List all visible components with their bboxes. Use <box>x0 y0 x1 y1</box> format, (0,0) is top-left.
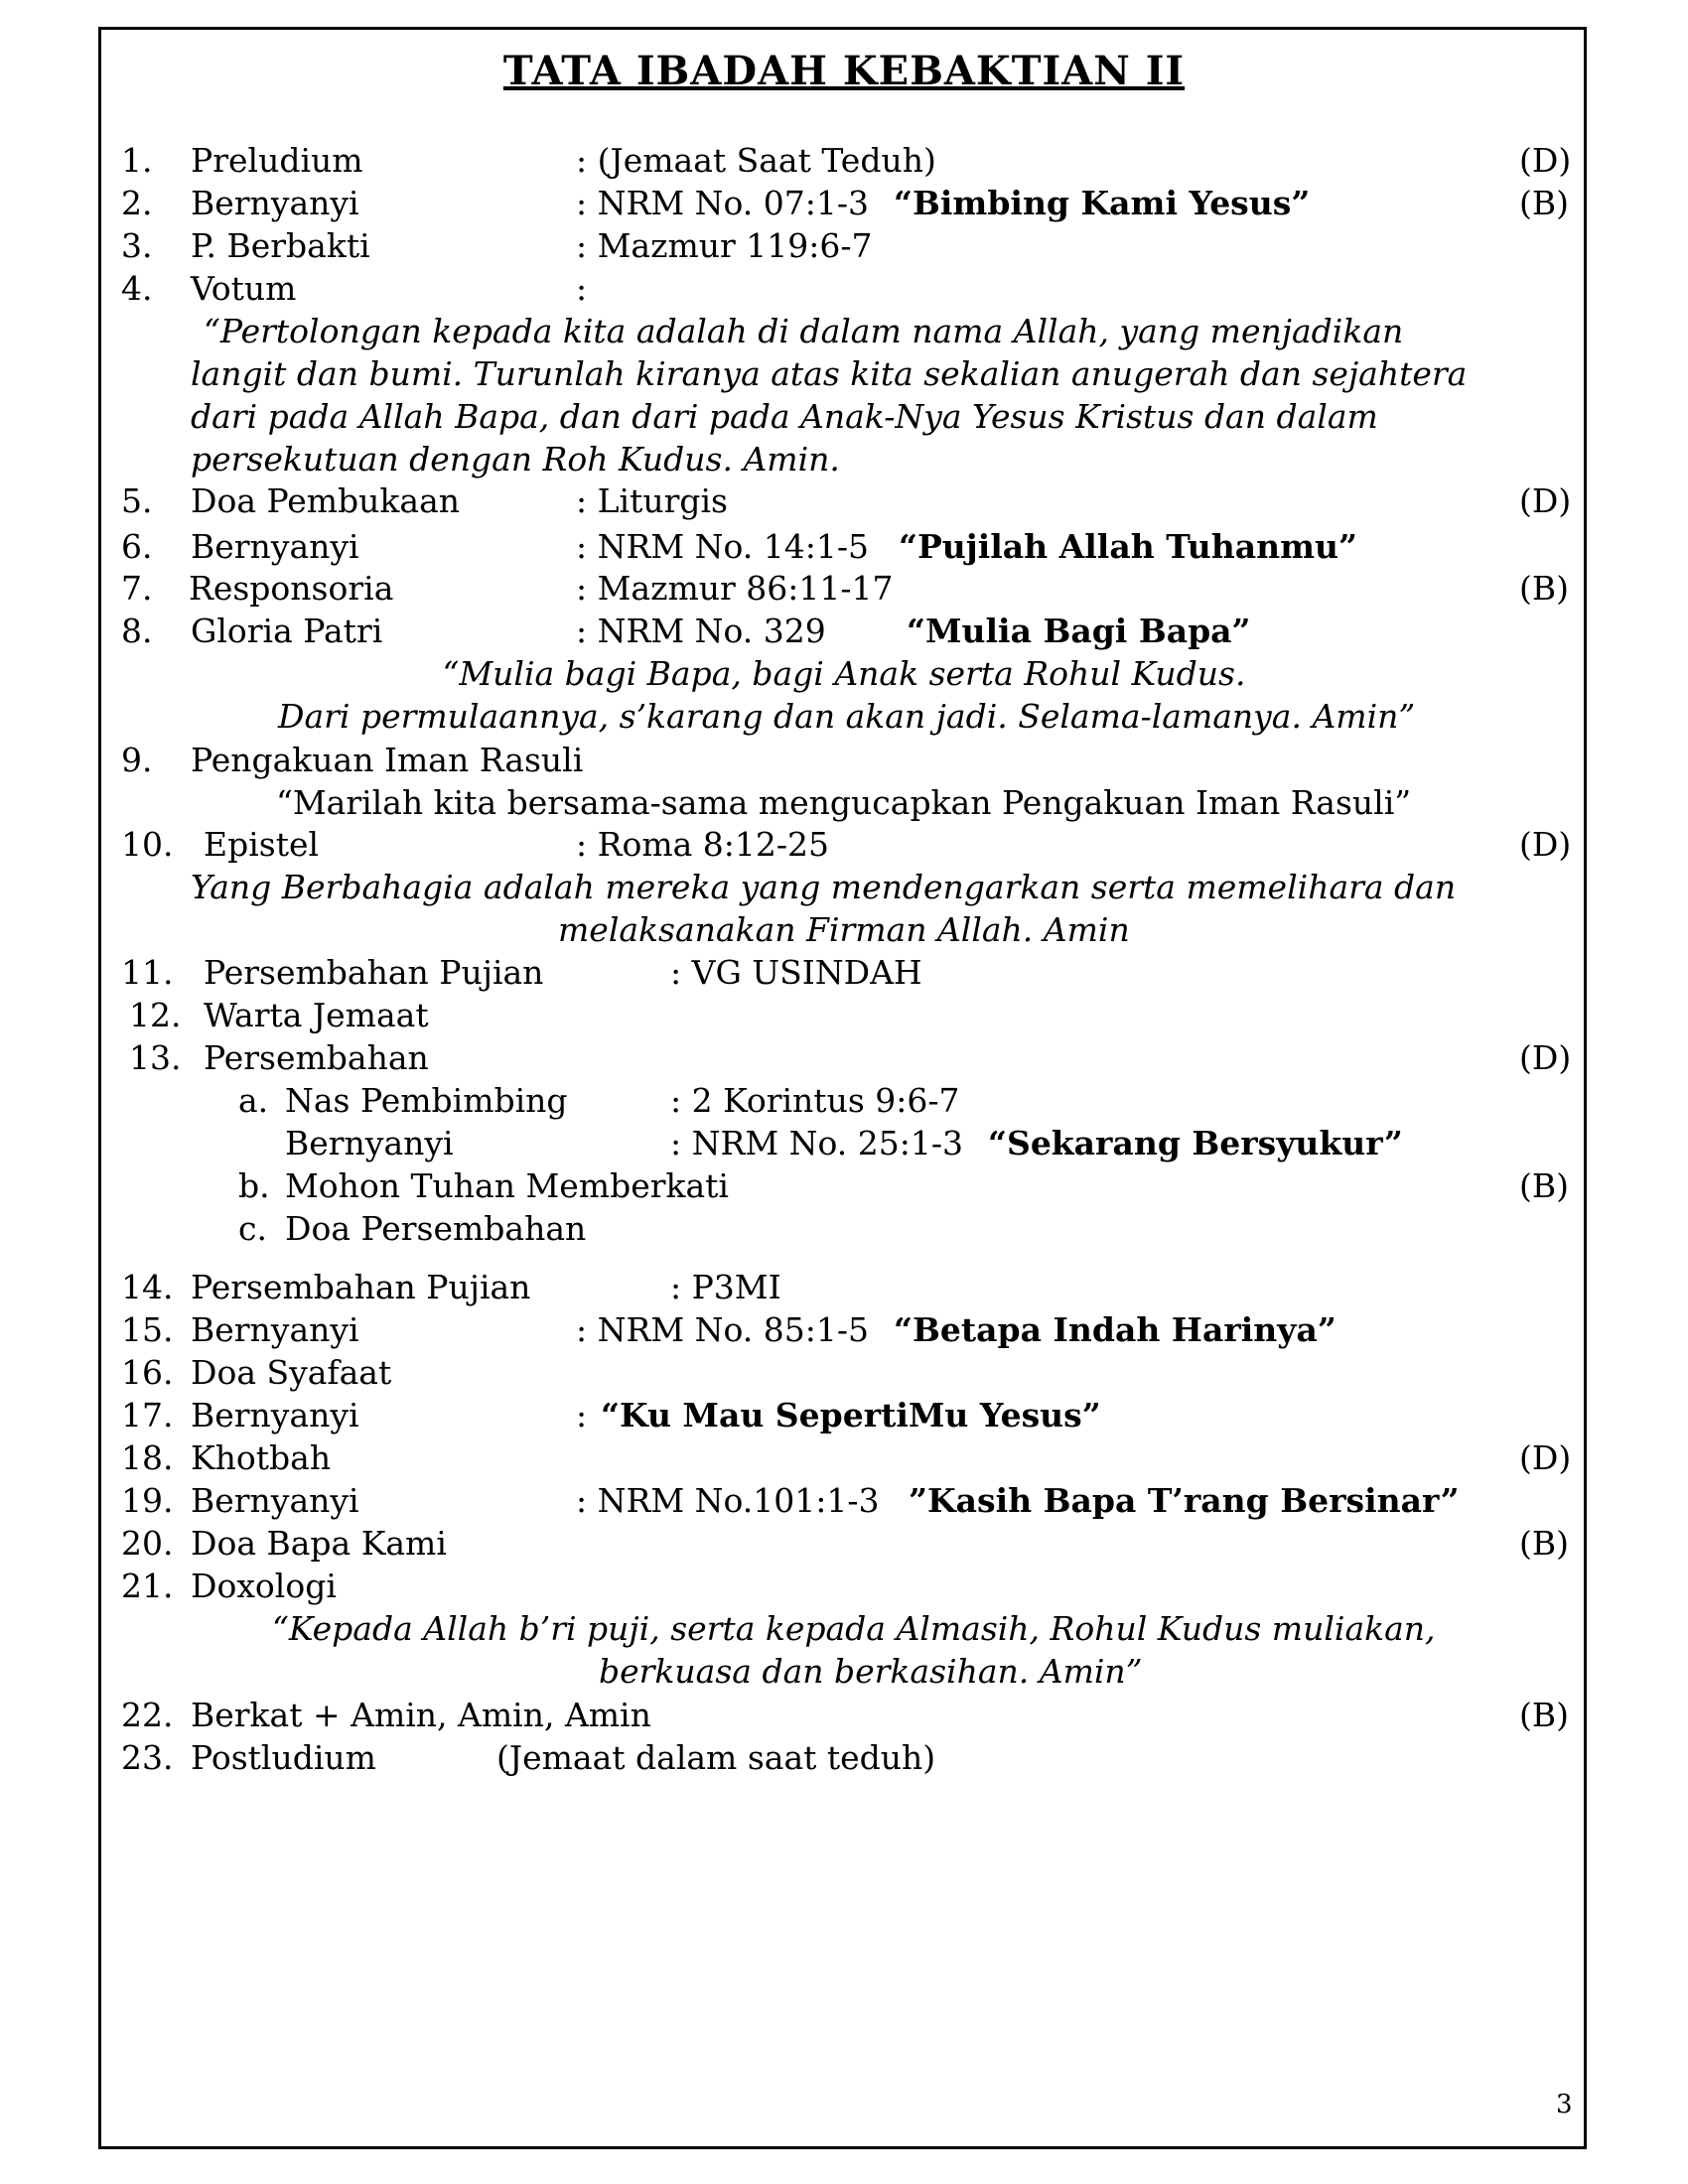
item-number: 6. <box>121 527 153 566</box>
item-number: 8. <box>121 612 153 650</box>
sub-item-letter: a. <box>238 1081 269 1120</box>
item-label: Doa Pembukaan <box>191 481 461 520</box>
sub-item-value: : 2 Korintus 9:6-7 <box>670 1081 960 1120</box>
item-label: Berkat + Amin, Amin, Amin <box>191 1696 651 1734</box>
song-title: ”Kasih Bapa T’rang Bersinar” <box>909 1481 1460 1520</box>
page-number: 3 <box>1556 2090 1573 2119</box>
gloria-text: Dari permulaannya, s’karang dan akan jadi. Selama-lamanya. Amin” <box>278 697 1416 736</box>
item-label: Bernyanyi <box>191 184 359 222</box>
page-title: TATA IBADAH KEBAKTIAN II <box>502 48 1186 94</box>
role-mark: (D) <box>1519 825 1572 864</box>
song-title: “Ku Mau SepertiMu Yesus” <box>601 1396 1101 1434</box>
item-label: Warta Jemaat <box>204 996 429 1034</box>
item-number: 22. <box>121 1696 174 1734</box>
song-title: “Mulia Bagi Bapa” <box>907 612 1251 650</box>
item-number: 19. <box>121 1481 174 1520</box>
item-number: 1. <box>121 141 153 180</box>
role-mark: (D) <box>1519 481 1572 520</box>
role-mark: (B) <box>1519 1696 1569 1734</box>
item-label: Bernyanyi <box>191 1310 359 1349</box>
role-mark: (B) <box>1519 1166 1569 1205</box>
item-number: 5. <box>121 481 153 520</box>
item-label: P. Berbakti <box>191 226 370 265</box>
song-title: “Bimbing Kami Yesus” <box>894 184 1311 222</box>
role-mark: (D) <box>1519 1438 1572 1477</box>
item-value: : (Jemaat Saat Teduh) <box>576 141 936 180</box>
item-number: 9. <box>121 741 153 779</box>
item-label: Bernyanyi <box>191 1396 359 1434</box>
item-label: Responsoria <box>189 569 394 608</box>
sub-item-value: : NRM No. 25:1-3 <box>670 1124 964 1162</box>
item-value: : Liturgis <box>576 481 728 520</box>
item-value: : NRM No. 85:1-5 <box>576 1310 870 1349</box>
item-number: 23. <box>121 1738 174 1777</box>
song-title: “Sekarang Bersyukur” <box>988 1124 1403 1162</box>
item-value: : NRM No. 07:1-3 <box>576 184 870 222</box>
item-label: Postludium <box>191 1738 376 1777</box>
item-value: : VG USINDAH <box>670 953 922 992</box>
epistel-text: melaksanakan Firman Allah. Amin <box>558 910 1130 949</box>
item-label: Doa Syafaat <box>191 1353 392 1392</box>
item-number: 14. <box>121 1268 174 1306</box>
item-value: : <box>576 269 588 308</box>
item-number: 17. <box>121 1396 174 1434</box>
item-number: 10. <box>121 825 174 864</box>
sub-item-label: Nas Pembimbing <box>285 1081 568 1120</box>
item-label: Bernyanyi <box>191 527 359 566</box>
epistel-text: Yang Berbahagia adalah mereka yang mendengarkan serta memelihara dan <box>191 868 1457 906</box>
song-title: “Betapa Indah Harinya” <box>894 1310 1336 1349</box>
item-number: 21. <box>121 1567 174 1605</box>
item-value: : Roma 8:12-25 <box>576 825 830 864</box>
item-label: Gloria Patri <box>191 612 383 650</box>
sub-item-label: Mohon Tuhan Memberkati <box>285 1166 729 1205</box>
item-value: : NRM No.101:1-3 <box>576 1481 880 1520</box>
item-number: 16. <box>121 1353 174 1392</box>
role-mark: (B) <box>1519 184 1569 222</box>
item-number: 15. <box>121 1310 174 1349</box>
role-mark: (D) <box>1519 1038 1572 1077</box>
item-number: 7. <box>121 569 153 608</box>
item-label: Doxologi <box>191 1567 337 1605</box>
item-number: 3. <box>121 226 153 265</box>
item-value: : NRM No. 329 <box>576 612 826 650</box>
item-label: Khotbah <box>191 1438 332 1477</box>
item-number: 12. <box>129 996 182 1034</box>
item-number: 18. <box>121 1438 174 1477</box>
sub-item-label: Doa Persembahan <box>285 1209 587 1248</box>
votum-text: persekutuan dengan Roh Kudus. Amin. <box>191 440 840 478</box>
role-mark: (D) <box>1519 141 1572 180</box>
gloria-text: “Mulia bagi Bapa, bagi Anak serta Rohul Kudus. <box>442 654 1246 693</box>
votum-text: dari pada Allah Bapa, dan dari pada Anak-Nya Yesus Kristus dan dalam <box>191 397 1378 436</box>
item-label: Persembahan Pujian <box>191 1268 531 1306</box>
item-label: Bernyanyi <box>191 1481 359 1520</box>
song-title: “Pujilah Allah Tuhanmu” <box>899 527 1357 566</box>
role-mark: (B) <box>1519 569 1569 608</box>
item-label: Votum <box>191 269 297 308</box>
item-number: 13. <box>129 1038 182 1077</box>
item-label: Pengakuan Iman Rasuli <box>191 741 584 779</box>
item-label: Epistel <box>204 825 320 864</box>
item-value: : NRM No. 14:1-5 <box>576 527 870 566</box>
item-value: (Jemaat dalam saat teduh) <box>496 1738 936 1777</box>
item-label: Doa Bapa Kami <box>191 1524 447 1563</box>
sub-item-letter: c. <box>238 1209 267 1248</box>
role-mark: (B) <box>1519 1524 1569 1563</box>
item-value: : P3MI <box>670 1268 781 1306</box>
doxologi-text: berkuasa dan berkasihan. Amin” <box>599 1652 1143 1691</box>
item-number: 20. <box>121 1524 174 1563</box>
sub-item-letter: b. <box>238 1166 270 1205</box>
item-value: : Mazmur 86:11-17 <box>576 569 894 608</box>
item-number: 11. <box>121 953 174 992</box>
pengakuan-text: “Marilah kita bersama-sama mengucapkan Pengakuan Iman Rasuli” <box>276 783 1412 822</box>
votum-text: “Pertolongan kepada kita adalah di dalam nama Allah, yang menjadikan <box>204 312 1404 350</box>
item-value: : <box>576 1396 588 1434</box>
item-label: Persembahan Pujian <box>204 953 544 992</box>
item-number: 2. <box>121 184 153 222</box>
item-number: 4. <box>121 269 153 308</box>
item-value: : Mazmur 119:6-7 <box>576 226 873 265</box>
item-label: Preludium <box>191 141 363 180</box>
votum-text: langit dan bumi. Turunlah kiranya atas kita sekalian anugerah dan sejahtera <box>191 354 1468 393</box>
sub-item-label: Bernyanyi <box>285 1124 454 1162</box>
item-label: Persembahan <box>204 1038 429 1077</box>
doxologi-text: “Kepada Allah b’ri puji, serta kepada Almasih, Rohul Kudus muliakan, <box>272 1609 1436 1648</box>
